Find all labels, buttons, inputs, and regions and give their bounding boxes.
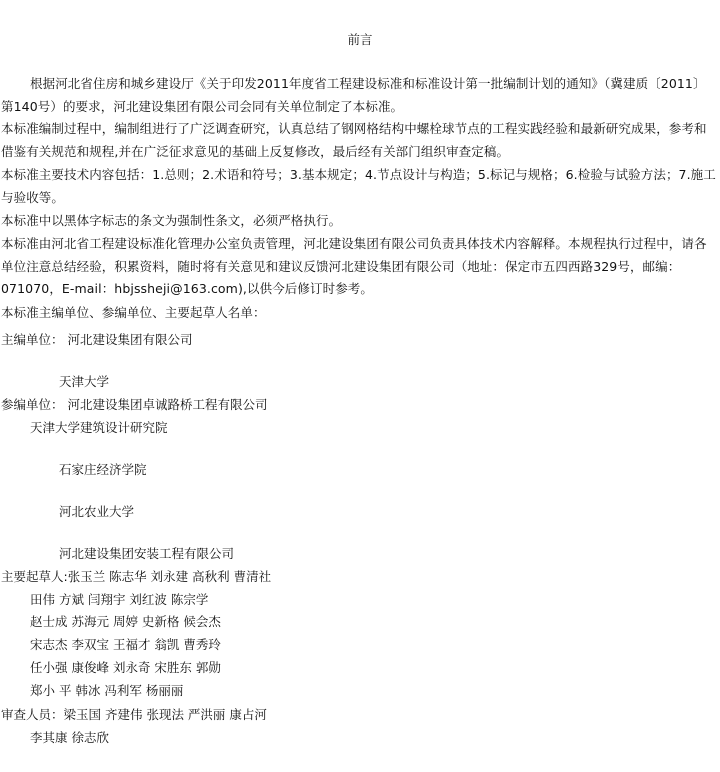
participating-unit-item: 石家庄经济学院 <box>59 462 147 477</box>
drafters-row: 任小强 康俊峰 刘永奇 宋胜东 郭勋 <box>30 660 221 675</box>
participating-unit-item: 河北农业大学 <box>59 504 135 519</box>
paragraph-management: 本标准由河北省工程建设标准化管理办公室负责管理，河北建设集团有限公司负责具体技术内容解释。本规程执行过程中，请各单位注意总结经验，积累资料，随时将有关意见和建议反馈河北建设集团有限公司（地址：保定市五四西路329号，邮编：071070，E-mail：hbjssheji@163.com),以供今后修订时参考。 <box>1 236 707 296</box>
drafters-row: 郑小 平 韩冰 冯利军 杨丽丽 <box>30 683 184 698</box>
drafters-row: 赵士成 苏海元 周婷 史新格 候会杰 <box>30 614 221 629</box>
paragraph-mandatory: 本标准中以黑体字标志的条文为强制性条文，必须严格执行。 <box>1 213 342 228</box>
paragraph-process: 本标准编制过程中，编制组进行了广泛调查研究，认真总结了钢网格结构中螺栓球节点的工程实践经验和最新研究成果，参考和借鉴有关规范和规程,并在广泛征求意见的基础上反复修改，最后经有关部门组织审查定稿。 <box>1 121 707 159</box>
reviewers-extra: 李其康 徐志欣 <box>30 730 109 745</box>
chief-unit-extra: 天津大学 <box>59 374 110 389</box>
drafters-row: 田伟 方斌 闫翔宇 刘红波 陈宗学 <box>30 592 209 607</box>
paragraph-background: 根据河北省住房和城乡建设厅《关于印发2011年度省工程建设标准和标准设计第一批编制计划的通知》（冀建质〔2011〕第140号）的要求，河北建设集团有限公司会同有关单位制定了本标准。 <box>1 76 706 114</box>
participating-unit: 参编单位： 河北建设集团卓诚路桥工程有限公司 <box>1 397 268 412</box>
paragraph-list-intro: 本标准主编单位、参编单位、主要起草人名单： <box>1 305 266 320</box>
page-title: 前言 <box>347 32 373 47</box>
participating-unit-item: 天津大学建筑设计研究院 <box>30 420 168 435</box>
participating-unit-item: 河北建设集团安装工程有限公司 <box>59 546 235 561</box>
drafters-row: 宋志杰 李双宝 王福才 翁凯 曹秀玲 <box>30 637 221 652</box>
paragraph-contents: 本标准主要技术内容包括：1.总则；2.术语和符号；3.基本规定；4.节点设计与构造；5.标记与规格；6.检验与试验方法；7.施工与验收等。 <box>1 167 716 205</box>
main-drafters: 主要起草人:张玉兰 陈志华 刘永建 高秋利 曹清社 <box>1 569 272 584</box>
chief-unit: 主编单位： 河北建设集团有限公司 <box>1 332 193 347</box>
reviewers: 审查人员：梁玉国 齐建伟 张现法 严洪丽 康占河 <box>1 707 267 722</box>
